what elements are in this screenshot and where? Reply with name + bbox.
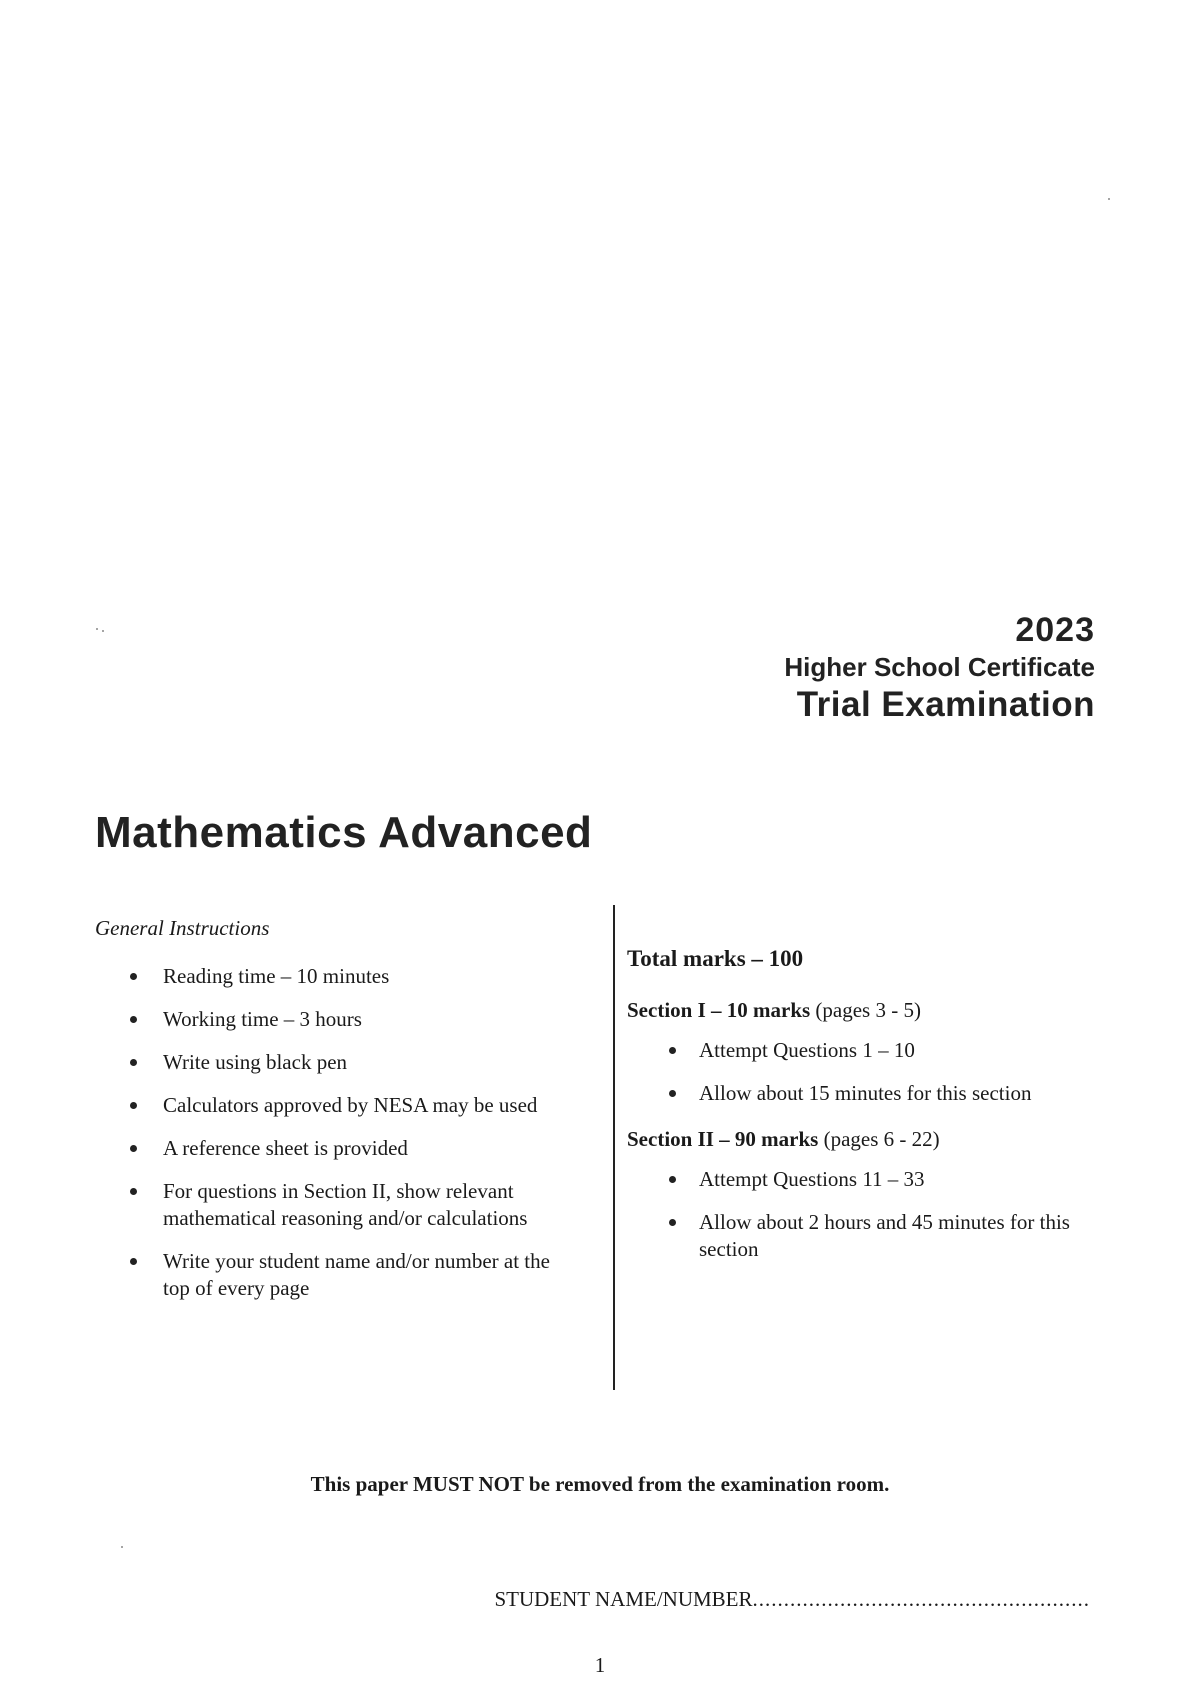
section-2-item-text: Attempt Questions 11 – 33 bbox=[699, 1167, 925, 1191]
scan-speck bbox=[121, 1546, 123, 1548]
instruction-text: Reading time – 10 minutes bbox=[163, 964, 390, 988]
general-instructions-heading: General Instructions bbox=[95, 916, 270, 940]
exam-title: Trial Examination bbox=[796, 685, 1095, 724]
instruction-text: Write your student name and/or number at the top of every page bbox=[163, 1249, 550, 1300]
bullet-icon bbox=[669, 1176, 676, 1183]
instruction-item bbox=[95, 1135, 575, 1162]
exam-header bbox=[784, 610, 1095, 726]
total-marks: Total marks – 100 bbox=[627, 946, 804, 971]
instruction-text: Write using black pen bbox=[163, 1050, 348, 1074]
bullet-icon bbox=[130, 1188, 137, 1195]
section-2-pages: (pages 6 - 22) bbox=[823, 1127, 940, 1151]
instruction-item bbox=[95, 1006, 575, 1033]
instruction-item bbox=[95, 963, 575, 990]
section-1-pages: (pages 3 - 5) bbox=[815, 998, 921, 1022]
bullet-icon bbox=[130, 1145, 137, 1152]
bullet-icon bbox=[669, 1219, 676, 1226]
student-name-field bbox=[494, 1587, 1090, 1612]
section-1-heading bbox=[627, 998, 1107, 1023]
subject-title: Mathematics Advanced bbox=[95, 808, 593, 857]
instruction-text: Working time – 3 hours bbox=[163, 1007, 362, 1031]
section-1-item-text: Attempt Questions 1 – 10 bbox=[699, 1038, 915, 1062]
exam-year: 2023 bbox=[1015, 611, 1095, 649]
exam-room-notice: This paper MUST NOT be removed from the examination room. bbox=[310, 1472, 890, 1496]
section-2-item bbox=[627, 1166, 1107, 1193]
column-divider bbox=[613, 905, 615, 1390]
instruction-text: A reference sheet is provided bbox=[163, 1136, 408, 1160]
instruction-item bbox=[95, 1049, 575, 1076]
section-1-item bbox=[627, 1037, 1107, 1064]
instruction-text: For questions in Section II, show relevant mathematical reasoning and/or calculations bbox=[163, 1179, 528, 1230]
bullet-icon bbox=[130, 973, 137, 980]
student-name-label: STUDENT NAME/NUMBER bbox=[494, 1587, 753, 1611]
instruction-text: Calculators approved by NESA may be used bbox=[163, 1093, 538, 1117]
section-1-title: Section I – 10 marks bbox=[627, 998, 811, 1022]
bullet-icon bbox=[130, 1258, 137, 1265]
scan-speck bbox=[1108, 198, 1110, 200]
section-1-item-text: Allow about 15 minutes for this section bbox=[699, 1081, 1032, 1105]
section-2-list bbox=[627, 1166, 1107, 1263]
section-1-list bbox=[627, 1037, 1107, 1107]
student-name-blank: ...................................................... bbox=[752, 1587, 1090, 1611]
marks-summary bbox=[627, 946, 1107, 1279]
section-2-item-text: Allow about 2 hours and 45 minutes for this section bbox=[699, 1210, 1070, 1261]
bullet-icon bbox=[669, 1090, 676, 1097]
instruction-list bbox=[95, 963, 575, 1302]
section-1-item bbox=[627, 1080, 1107, 1107]
page-number: 1 bbox=[594, 1653, 606, 1677]
instruction-item bbox=[95, 1178, 575, 1232]
scan-speck bbox=[102, 630, 104, 632]
instruction-item bbox=[95, 1248, 575, 1302]
bullet-icon bbox=[130, 1059, 137, 1066]
bullet-icon bbox=[130, 1102, 137, 1109]
certificate-title: Higher School Certificate bbox=[784, 652, 1095, 682]
scan-speck bbox=[96, 628, 98, 630]
section-2-heading bbox=[627, 1127, 1107, 1152]
general-instructions bbox=[95, 916, 575, 1318]
section-2-title: Section II – 90 marks bbox=[627, 1127, 819, 1151]
bullet-icon bbox=[669, 1047, 676, 1054]
bullet-icon bbox=[130, 1016, 137, 1023]
section-2-item bbox=[627, 1209, 1107, 1263]
instruction-item bbox=[95, 1092, 575, 1119]
